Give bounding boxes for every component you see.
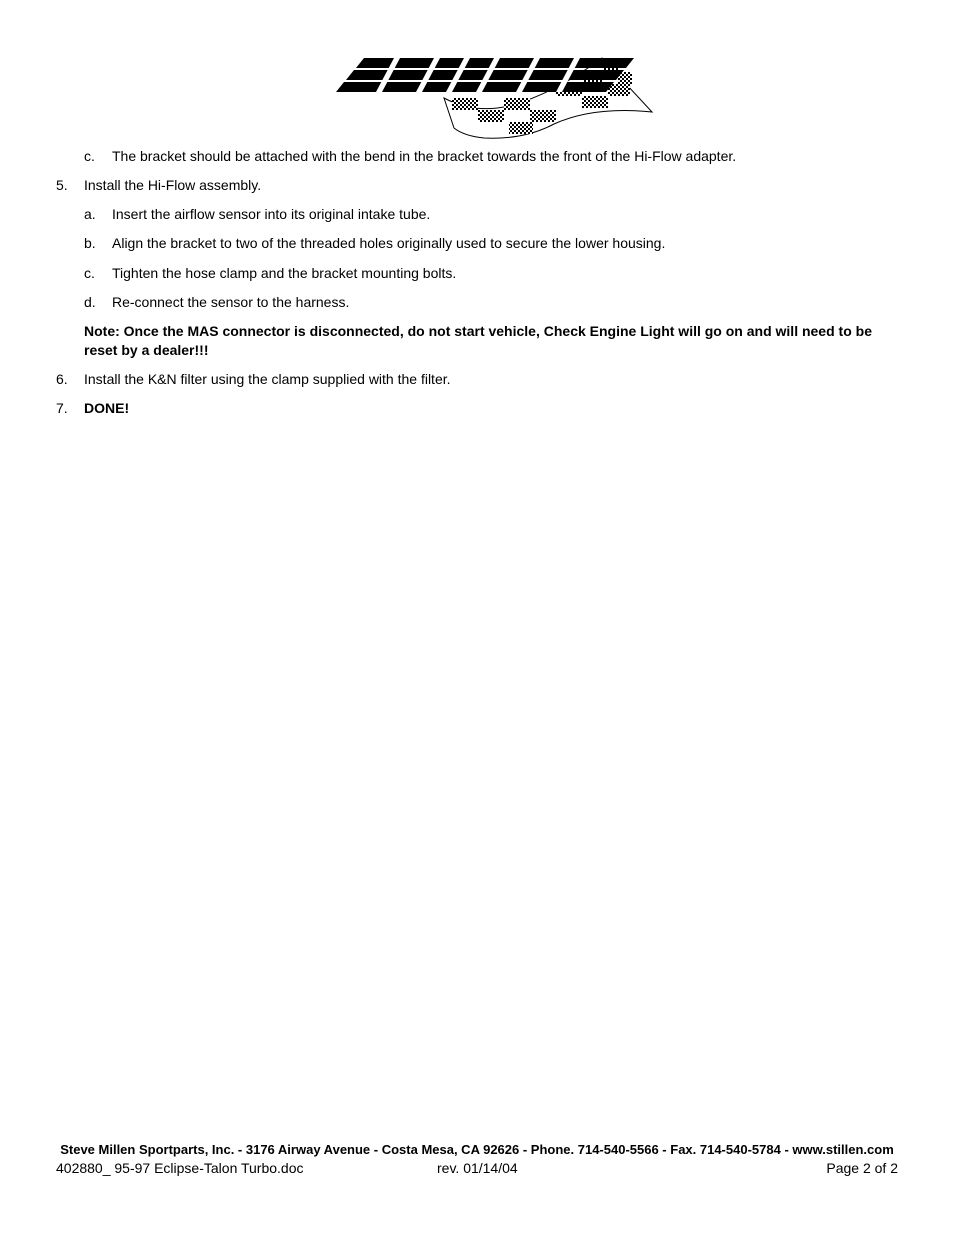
item-text: Align the bracket to two of the threaded holes originally used to secure the lower housing.	[112, 235, 666, 251]
item-text: Re-connect the sensor to the harness.	[112, 294, 350, 310]
item-marker: b.	[84, 235, 96, 251]
item-text: Tighten the hose clamp and the bracket mounting bolts.	[112, 265, 457, 281]
item-marker: 6.	[56, 371, 68, 387]
item-text: Install the K&N filter using the clamp supplied with the filter.	[84, 371, 451, 387]
item-marker: a.	[84, 206, 96, 222]
footer-revision: rev. 01/14/04	[437, 1160, 518, 1176]
footer-doc-name: 402880_ 95-97 Eclipse-Talon Turbo.doc	[56, 1160, 304, 1176]
footer-company-info: Steve Millen Sportparts, Inc. - 3176 Airway Avenue - Costa Mesa, CA 92626 - Phone. 714-540-5566 - Fax. 714-540-5784 - www.stillen.com	[60, 1142, 894, 1157]
item-marker: d.	[84, 294, 96, 310]
footer-page-number: Page 2 of 2	[826, 1160, 898, 1176]
stillen-logo	[334, 54, 654, 144]
item-text: Install the Hi-Flow assembly.	[84, 177, 262, 193]
item-marker: c.	[84, 265, 95, 281]
item-text: Insert the airflow sensor into its original intake tube.	[112, 206, 431, 222]
item-marker: 5.	[56, 177, 68, 193]
warning-note: Note: Once the MAS connector is disconnected, do not start vehicle, Check Engine Light will go on and will need to be reset by a dealer!!!	[84, 323, 872, 358]
item-text: DONE!	[84, 400, 130, 416]
item-text: The bracket should be attached with the bend in the bracket towards the front of the Hi-Flow adapter.	[112, 148, 737, 164]
item-marker: 7.	[56, 400, 68, 416]
item-marker: c.	[84, 148, 95, 164]
